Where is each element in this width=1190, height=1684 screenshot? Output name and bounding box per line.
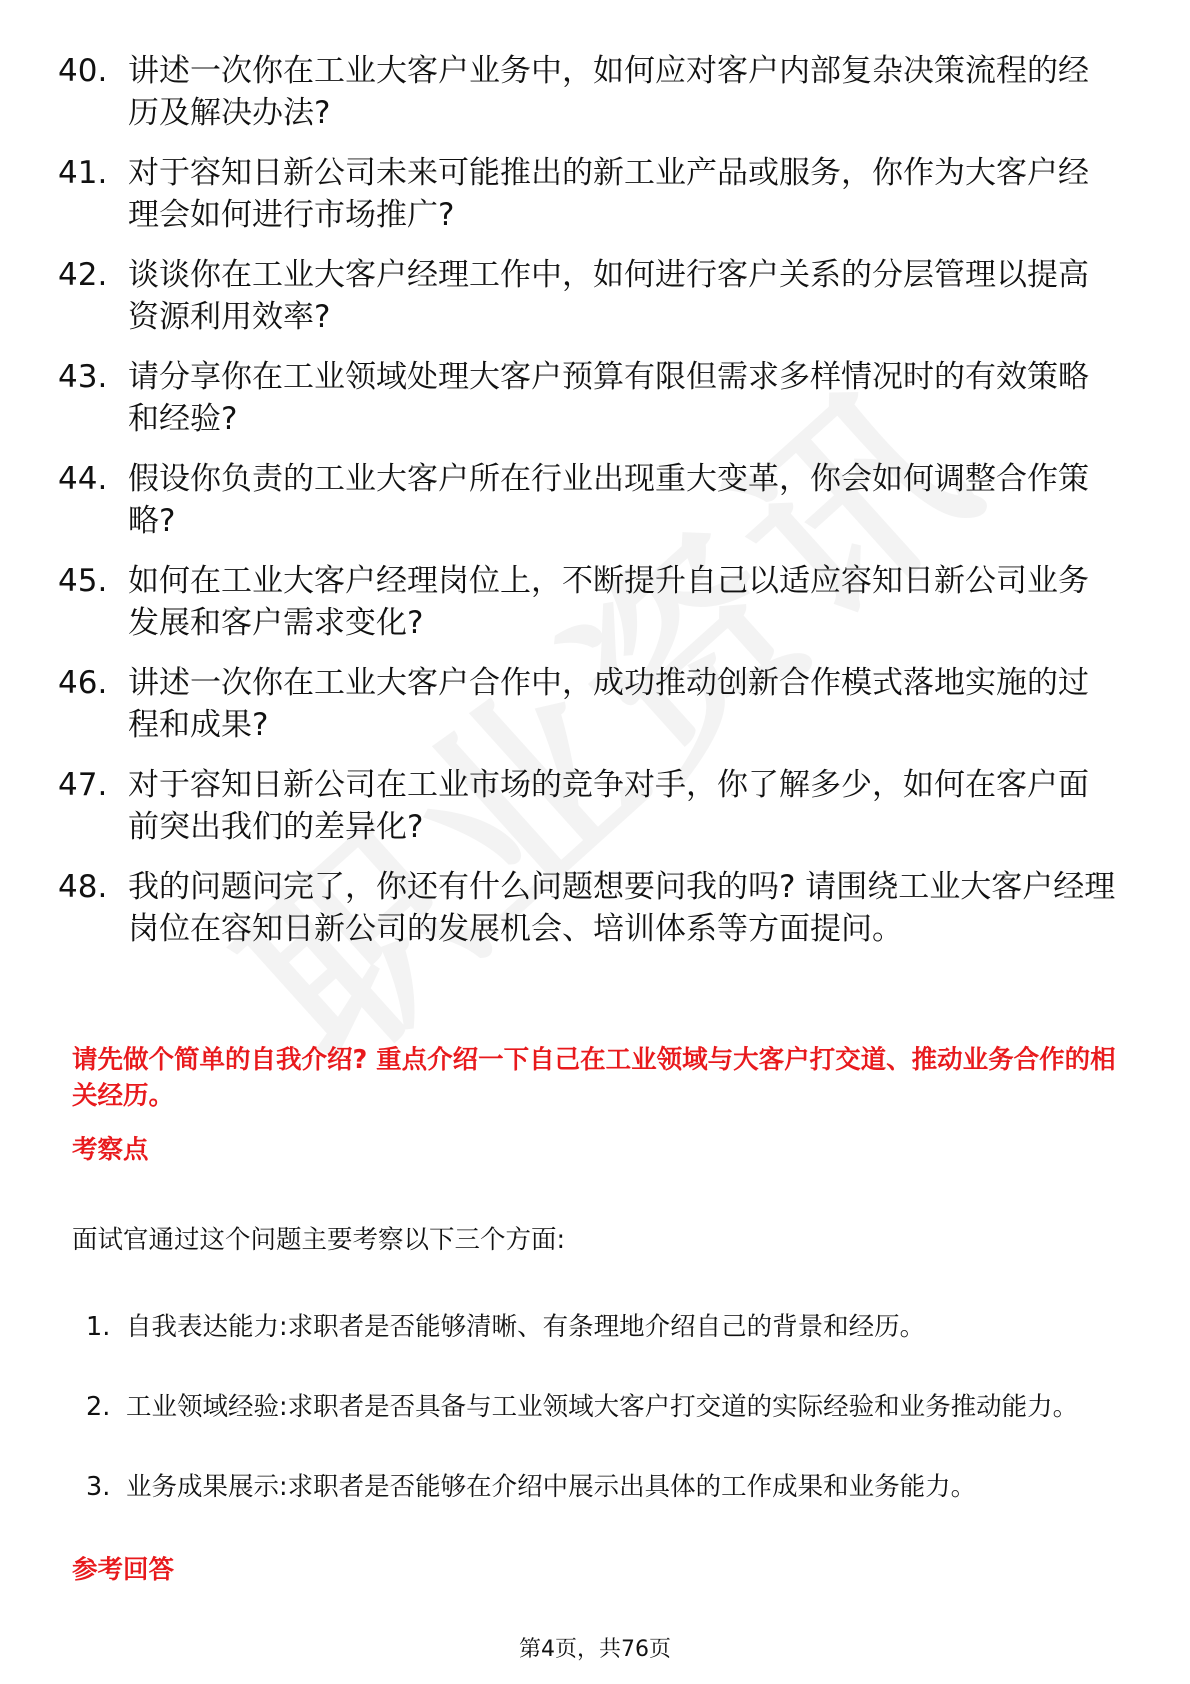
question-text: 对于容知日新公司在工业市场的竞争对手，你了解多少，如何在客户面前突出我们的差异化? (128, 767, 1089, 845)
point-label: 工业领域经验: (126, 1392, 288, 1422)
question-item (58, 866, 1118, 950)
point-description: 求职者是否能够清晰、有条理地介绍自己的背景和经历。 (287, 1312, 926, 1342)
point-label: 业务成果展示: (126, 1472, 288, 1502)
question-item (58, 152, 1118, 236)
question-item (58, 764, 1118, 848)
question-number: 40. (58, 53, 108, 89)
question-number: 46. (58, 665, 108, 701)
question-number: 47. (58, 767, 108, 803)
question-number: 48. (58, 869, 108, 905)
list-item (86, 1458, 1126, 1516)
assessment-points (86, 1298, 1126, 1538)
question-item (58, 662, 1118, 746)
list-item (86, 1298, 1126, 1356)
reference-heading: 参考回答 (72, 1555, 175, 1585)
question-text: 假设你负责的工业大客户所在行业出现重大变革，你会如何调整合作策略? (128, 461, 1089, 539)
question-text: 讲述一次你在工业大客户业务中，如何应对客户内部复杂决策流程的经历及解决办法? (128, 53, 1089, 131)
question-number: 44. (58, 461, 108, 497)
question-text: 对于容知日新公司未来可能推出的新工业产品或服务，你作为大客户经理会如何进行市场推广? (128, 155, 1089, 233)
question-text: 如何在工业大客户经理岗位上，不断提升自己以适应容知日新公司业务发展和客户需求变化? (128, 563, 1089, 641)
question-number: 42. (58, 257, 108, 293)
question-number: 41. (58, 155, 108, 191)
question-item (58, 560, 1118, 644)
point-description: 求职者是否能够在介绍中展示出具体的工作成果和业务能力。 (287, 1472, 977, 1502)
page-footer: 第4页，共76页 (519, 1637, 671, 1662)
point-description: 求职者是否具备与工业领域大客户打交道的实际经验和业务推动能力。 (287, 1392, 1079, 1422)
question-item (58, 50, 1118, 134)
question-item (58, 458, 1118, 542)
question-title: 请先做个简单的自我介绍? 重点介绍一下自己在工业领域与大客户打交道、推动业务合作的相关经历。 (72, 1045, 1116, 1111)
assessment-heading: 考察点 (72, 1135, 149, 1165)
question-text: 我的问题问完了，你还有什么问题想要问我的吗? 请围绕工业大客户经理岗位在容知日新公司的发展机会、培训体系等方面提问。 (128, 869, 1116, 947)
list-item (86, 1378, 1126, 1436)
question-text: 请分享你在工业领域处理大客户预算有限但需求多样情况时的有效策略和经验? (128, 359, 1089, 437)
point-number: 3. (86, 1472, 111, 1502)
intro-text: 面试官通过这个问题主要考察以下三个方面: (72, 1225, 566, 1255)
point-number: 1. (86, 1312, 111, 1342)
question-text: 谈谈你在工业大客户经理工作中，如何进行客户关系的分层管理以提高资源利用效率? (128, 257, 1089, 335)
question-item (58, 356, 1118, 440)
point-label: 自我表达能力: (126, 1312, 288, 1342)
point-number: 2. (86, 1392, 111, 1422)
question-item (58, 254, 1118, 338)
question-number: 43. (58, 359, 108, 395)
question-number: 45. (58, 563, 108, 599)
question-text: 讲述一次你在工业大客户合作中，成功推动创新合作模式落地实施的过程和成果? (128, 665, 1089, 743)
question-list (58, 50, 1118, 968)
